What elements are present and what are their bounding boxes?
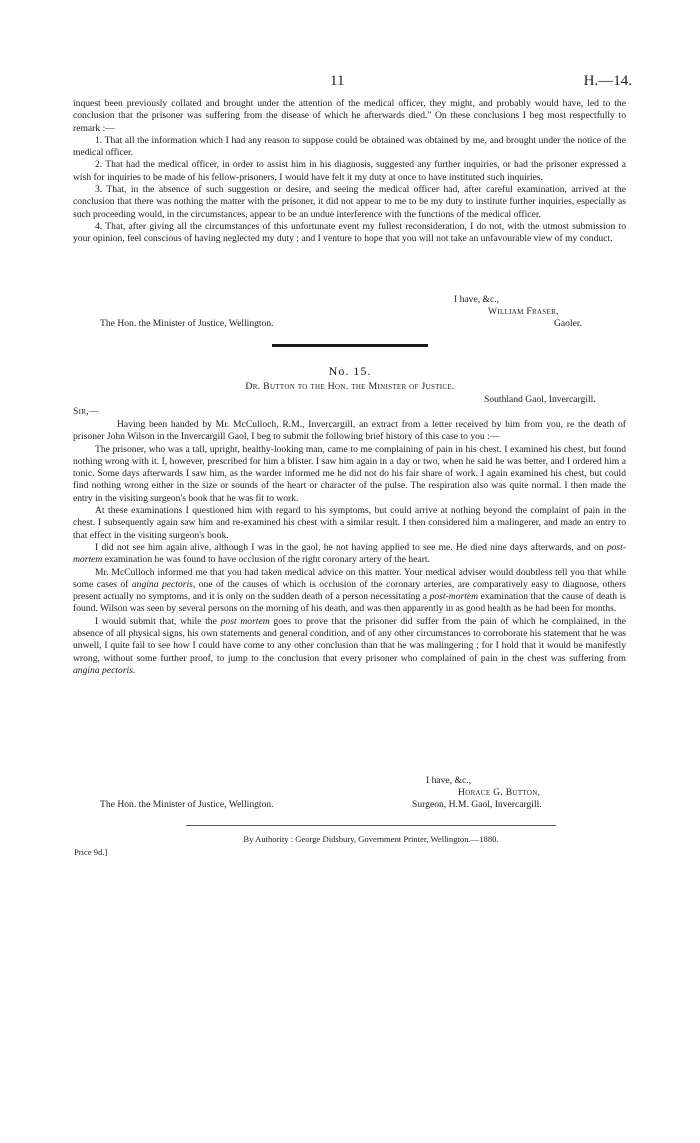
paragraph [73,542,626,567]
paragraph [73,616,626,677]
text-run: examination that the cause of death is found. Wilson was seen by several persons on the morning of his death, and was then apparently in as good health as he had been for months. [73,591,626,615]
salutation: Sir,— [73,406,99,417]
paragraph: Having been handed by Mr. McCulloch, R.M., Invercargill, an extract from a letter received by him from you, re the death of prisoner John Wilson in the Invercargill Gaol, I beg to submit the following brief history of this case to you :— [73,419,626,443]
section-divider [272,344,428,347]
italic-run: angina pectoris. [73,664,136,676]
text-run: examination he was found to have occlusion of the right coronary artery of the heart. [102,554,430,566]
letter-heading: Dr. Button to the Hon. the Minister of Justice. [245,381,455,392]
letter-location: Southland Gaol, Invercargill. [484,394,596,405]
signatory-title: Surgeon, H.M. Gaol, Invercargill. [412,799,542,810]
text-run: goes to prove that the prisoner did suffer from the pain of which he complained, in the absence of all physical signs, his own statements and general condition, and of any other circumstances to corroborate his statement that he was unwell, I quite fail to see how I could have come to any other conclusion than that he was malingering ; for I hold that it would be manifestly wrong, without some further proof, to jump to the conclusion that every prisoner who complained of pain in the chest was suffering from [73,615,626,664]
paragraph: At these examinations I questioned him with regard to his symptoms, but could arrive at nothing beyond the complaint of pain in the chest. I subsequently again saw him and re-examined his chest with a similar result. I then considered him a malingerer, and made an entry to that effect in the visiting surgeon's book. [73,505,626,541]
text-run: I would submit that, while the [95,615,221,627]
letter1-body [73,98,626,246]
addressee: The Hon. the Minister of Justice, Wellington. [100,318,274,329]
paragraph: 1. That all the information which I had any reason to suppose could be obtained was obtained by me, and brought under the notice of the medical officer. [73,134,626,159]
paragraph: The prisoner, who was a tall, upright, healthy-looking man, came to me complaining of pain in his chest. I examined his chest, but found nothing wrong with it. I, however, prescribed for him a blister. I saw him again in a day or two, when he said he was better, and I ordered him a tonic. Some days afterwards I saw him, as the warder informed me he did not do his fair share of work. I again examined his chest, but could find nothing wrong either in the size or sounds of the heart or character of the pulse. The respiration also was quite normal. I then made the entry in the visiting surgeon's book that he was fit to work. [73,443,626,504]
paragraph: 4. That, after giving all the circumstances of this unfortunate event my fullest reconsideration, I do not, with the utmost submission to your opinion, feel conscious of having neglected my duty ; and I venture to hope that you will not take an unfavourable view of my conduct. [73,220,626,245]
text-run: I did not see him again alive, although I was in the gaol, he not having applied to see me. He died nine days afterwards, and on [95,541,607,553]
footer-divider [186,825,556,826]
text-run: one of the causes of which is occlusion of the coronary arteries, are comparatively easy to diagnose, others present actually no symptoms, and it is only on the sudden death of a person necessitating a [73,578,626,603]
page-number: 11 [330,73,345,89]
paragraph [73,567,626,616]
addressee: The Hon. the Minister of Justice, Wellington. [100,799,274,810]
signature: Horace G. Button, [458,787,541,798]
closing: I have, &c., [454,294,500,305]
signatory-title: Gaoler. [554,318,582,329]
letter2-body [73,419,626,677]
italic-run: post-mortem [429,591,479,603]
italic-run: post-mortem [73,541,626,566]
printer-imprint: By Authority : George Didsbury, Government Printer, Wellington.—1880. [243,834,499,844]
paragraph: 2. That had the medical officer, in order to assist him in his diagnosis, suggested any further inquiries, or had the prisoner expressed a wish for inquiries to be made of his fellow-prisoners, I would have felt it my duty at once to have instituted such inquiries. [73,159,626,183]
signature: William Fraser, [488,306,559,317]
paragraph: inquest been previously collated and brought under the attention of the medical officer, they might, and probably would have, led to the conclusion that the prisoner was suffering from the disease of which he afterwards died." On these conclusions I beg most respectfully to remark :— [73,98,626,134]
italic-run: post mortem [220,615,270,627]
paragraph: 3. That, in the absence of such suggestion or desire, and seeing the medical officer had, after careful examination, arrived at the conclusion that there was nothing the matter with the prisoner, it did not appear to me to be my duty to institute further inquiries, especially as such proceeding would, in the circumstances, appear to be an undue interference with the functions of the medical officer. [73,184,626,220]
letter-number: No. 15. [328,364,372,378]
closing: I have, &c., [426,775,472,786]
italic-run: angina pectoris, [131,578,196,590]
document-reference: H.—14. [583,73,632,89]
price: Price 9d.] [74,847,108,857]
text-run: Mr. McCulloch informed me that you had taken medical advice on this matter. Your medical adviser would doubtless tell you that while some cases of [73,566,626,590]
